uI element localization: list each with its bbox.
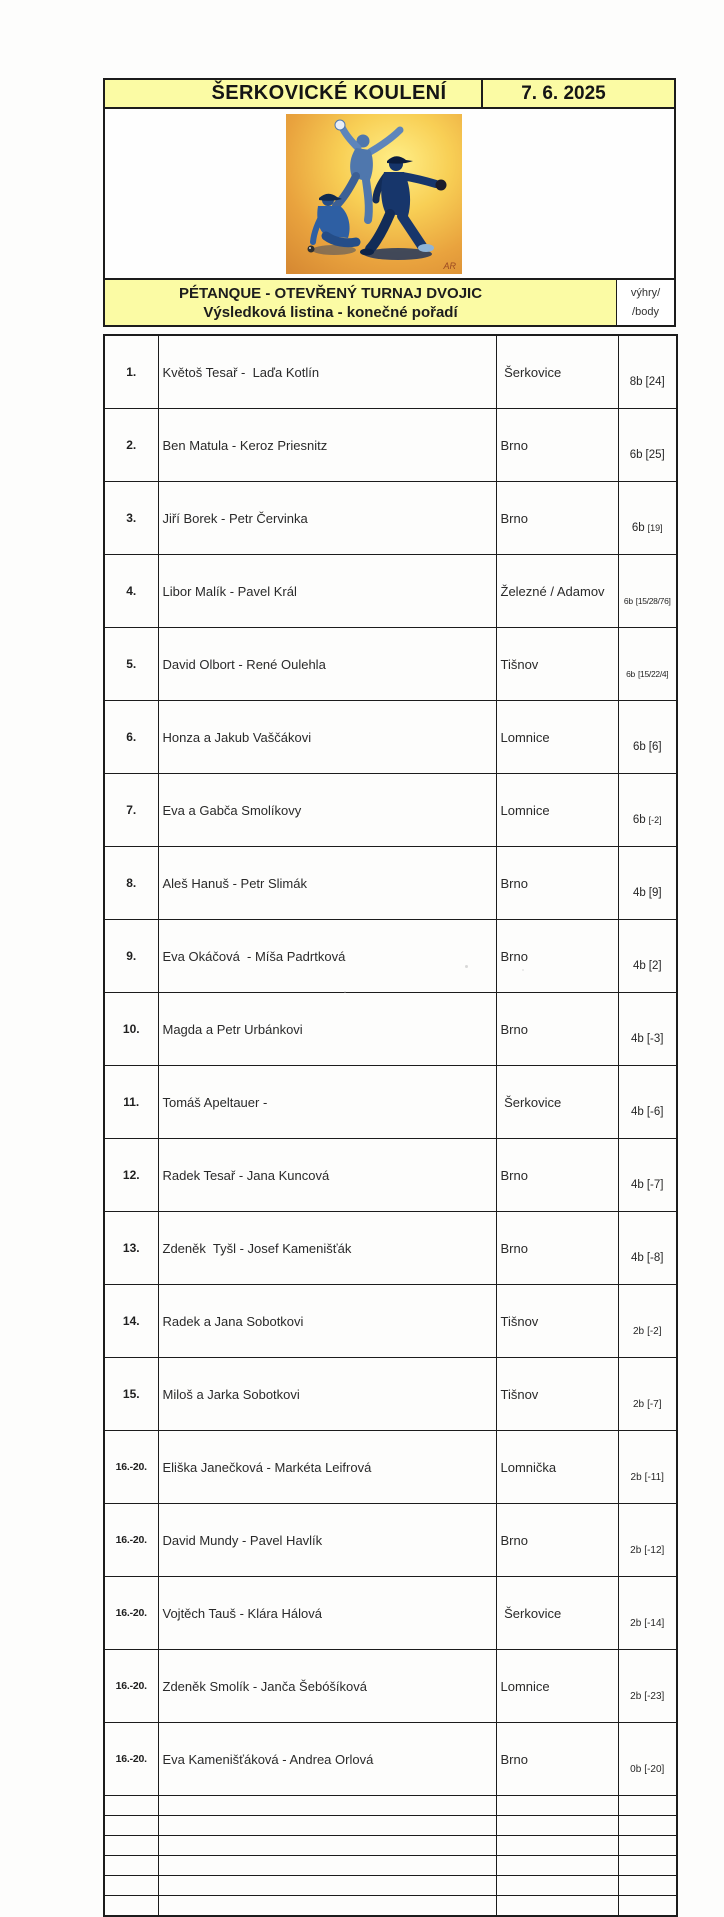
score-wins: 2b <box>630 1691 642 1702</box>
score-wins: 6b <box>626 669 635 679</box>
location-cell: Železné / Adamov <box>496 555 618 628</box>
score-cell <box>618 774 677 847</box>
names-cell: Ben Matula - Keroz Priesnitz <box>158 409 496 482</box>
score-wins: 4b <box>631 1033 644 1045</box>
score-cell <box>618 409 677 482</box>
rank-cell <box>104 1836 158 1856</box>
score-wins: 0b <box>630 1764 642 1775</box>
location-cell <box>496 1896 618 1916</box>
table-row <box>104 847 677 920</box>
rank-cell: 12. <box>104 1139 158 1212</box>
rank-cell: 6. <box>104 701 158 774</box>
rank-cell: 2. <box>104 409 158 482</box>
score-cell <box>618 335 677 409</box>
results-table <box>103 334 678 1917</box>
page-title: ŠERKOVICKÉ KOULENÍ <box>211 82 447 104</box>
rank-cell: 11. <box>104 1066 158 1139</box>
table-row <box>104 774 677 847</box>
title-band <box>105 80 674 107</box>
score-column-header <box>617 280 674 325</box>
table-row <box>104 335 677 409</box>
rank-cell <box>104 1856 158 1876</box>
location-cell: Tišnov <box>496 628 618 701</box>
score-wins: 4b <box>631 1106 644 1118</box>
score-cell <box>618 555 677 628</box>
artist-signature: AR <box>442 260 456 271</box>
names-cell <box>158 1816 496 1836</box>
score-points: [-3] <box>646 1033 664 1045</box>
names-cell: Eva Kamenišťáková - Andrea Orlová <box>158 1723 496 1796</box>
score-cell <box>618 701 677 774</box>
location-cell: Brno <box>496 1212 618 1285</box>
names-cell <box>158 1836 496 1856</box>
score-points: [15/22/4] <box>637 669 669 679</box>
score-wins: 4b <box>632 960 646 972</box>
empty-table-row <box>104 1856 677 1876</box>
location-cell: Brno <box>496 1504 618 1577</box>
table-row <box>104 555 677 628</box>
tournament-subtitle: PÉTANQUE - OTEVŘENÝ TURNAJ DVOJIC <box>178 284 483 302</box>
table-row <box>104 1066 677 1139</box>
location-cell: Brno <box>496 847 618 920</box>
results-subtitle: Výsledková listina - konečné pořadí <box>203 303 458 321</box>
results-table-body <box>104 335 677 1916</box>
score-cell <box>618 920 677 993</box>
document-header <box>103 78 676 327</box>
score-wins: 6b <box>632 814 646 826</box>
score-wins: 2b <box>632 1326 645 1337</box>
table-row <box>104 1577 677 1650</box>
score-points: [2] <box>648 960 662 972</box>
score-points: [-8] <box>646 1252 664 1264</box>
rank-cell: 7. <box>104 774 158 847</box>
score-points: [-20] <box>644 1764 665 1775</box>
rank-cell <box>104 1816 158 1836</box>
table-row <box>104 1139 677 1212</box>
rank-cell: 3. <box>104 482 158 555</box>
score-cell <box>618 1577 677 1650</box>
score-header-line1: výhry/ <box>630 287 661 299</box>
score-wins: 8b <box>629 376 643 388</box>
score-wins: 2b <box>630 1472 642 1483</box>
score-wins: 6b <box>623 596 633 606</box>
score-cell <box>618 1876 677 1896</box>
location-cell <box>496 1876 618 1896</box>
names-cell: Eva a Gabča Smolíkovy <box>158 774 496 847</box>
location-cell: Šerkovice <box>496 1577 618 1650</box>
table-row <box>104 701 677 774</box>
score-points: [-7] <box>646 1179 664 1191</box>
subtitle-band <box>105 278 674 325</box>
score-points: [-14] <box>644 1618 665 1629</box>
score-cell <box>618 1796 677 1816</box>
table-row <box>104 1504 677 1577</box>
rank-cell: 16.-20. <box>104 1577 158 1650</box>
names-cell <box>158 1876 496 1896</box>
score-wins: 6b <box>629 449 643 461</box>
rank-cell: 14. <box>104 1285 158 1358</box>
names-cell: Tomáš Apeltauer - <box>158 1066 496 1139</box>
empty-table-row <box>104 1816 677 1836</box>
score-points: [-6] <box>646 1106 664 1118</box>
table-row <box>104 482 677 555</box>
table-row <box>104 1431 677 1504</box>
score-cell <box>618 1066 677 1139</box>
names-cell: Jiří Borek - Petr Červinka <box>158 482 496 555</box>
names-cell: Eva Okáčová - Míša Padrtková <box>158 920 496 993</box>
location-cell: Lomnice <box>496 1650 618 1723</box>
names-cell: Magda a Petr Urbánkovi <box>158 993 496 1066</box>
score-points: [6] <box>648 741 662 753</box>
score-cell <box>618 1431 677 1504</box>
score-wins: 6b <box>632 741 646 753</box>
empty-table-row <box>104 1796 677 1816</box>
score-wins: 2b <box>630 1545 642 1556</box>
location-cell: Brno <box>496 920 618 993</box>
table-row <box>104 1285 677 1358</box>
score-wins: 4b <box>631 1252 644 1264</box>
names-cell: Radek Tesař - Jana Kuncová <box>158 1139 496 1212</box>
names-cell: David Mundy - Pavel Havlík <box>158 1504 496 1577</box>
score-points: [19] <box>647 523 663 533</box>
location-cell <box>496 1856 618 1876</box>
table-row <box>104 1212 677 1285</box>
score-points: [25] <box>645 449 665 461</box>
location-cell: Brno <box>496 1723 618 1796</box>
score-cell <box>618 1836 677 1856</box>
score-cell <box>618 1816 677 1836</box>
table-row <box>104 628 677 701</box>
names-cell <box>158 1796 496 1816</box>
rank-cell: 15. <box>104 1358 158 1431</box>
rank-cell: 10. <box>104 993 158 1066</box>
score-cell <box>618 628 677 701</box>
score-cell <box>618 993 677 1066</box>
names-cell: Aleš Hanuš - Petr Slimák <box>158 847 496 920</box>
location-cell: Šerkovice <box>496 1066 618 1139</box>
score-cell <box>618 1856 677 1876</box>
names-cell: Libor Malík - Pavel Král <box>158 555 496 628</box>
score-wins: 4b <box>632 887 646 899</box>
location-cell <box>496 1816 618 1836</box>
location-cell: Lomnička <box>496 1431 618 1504</box>
names-cell: Radek a Jana Sobotkovi <box>158 1285 496 1358</box>
empty-table-row <box>104 1896 677 1916</box>
score-cell <box>618 1723 677 1796</box>
rank-cell: 4. <box>104 555 158 628</box>
artwork-row <box>105 107 674 278</box>
table-row <box>104 920 677 993</box>
location-cell: Brno <box>496 409 618 482</box>
names-cell: David Olbort - René Oulehla <box>158 628 496 701</box>
table-row <box>104 993 677 1066</box>
rank-cell: 5. <box>104 628 158 701</box>
score-wins: 6b <box>631 522 645 534</box>
event-date: 7. 6. 2025 <box>521 82 606 104</box>
scan-speck <box>344 991 346 993</box>
score-points: [-11] <box>644 1472 664 1483</box>
score-points: [24] <box>645 376 665 388</box>
score-wins: 4b <box>631 1179 644 1191</box>
location-cell: Brno <box>496 993 618 1066</box>
score-cell <box>618 482 677 555</box>
rank-cell: 1. <box>104 335 158 409</box>
names-cell <box>158 1896 496 1916</box>
table-row <box>104 1358 677 1431</box>
location-cell: Lomnice <box>496 774 618 847</box>
scan-speck <box>522 969 524 971</box>
score-points: [-2] <box>647 1326 662 1337</box>
rank-cell <box>104 1896 158 1916</box>
rank-cell <box>104 1876 158 1896</box>
score-cell <box>618 847 677 920</box>
names-cell: Miloš a Jarka Sobotkovi <box>158 1358 496 1431</box>
rank-cell: 16.-20. <box>104 1431 158 1504</box>
score-cell <box>618 1504 677 1577</box>
names-cell: Eliška Janečková - Markéta Leifrová <box>158 1431 496 1504</box>
rank-cell: 13. <box>104 1212 158 1285</box>
rank-cell: 8. <box>104 847 158 920</box>
subtitle-cell <box>105 280 617 325</box>
names-cell: Vojtěch Tauš - Klára Hálová <box>158 1577 496 1650</box>
petanque-players-painting <box>286 114 462 274</box>
score-header-line2: /body <box>632 306 659 318</box>
location-cell: Tišnov <box>496 1358 618 1431</box>
score-cell <box>618 1139 677 1212</box>
names-cell: Květoš Tesař - Laďa Kotlín <box>158 335 496 409</box>
score-wins: 2b <box>632 1399 645 1410</box>
rank-cell: 16.-20. <box>104 1650 158 1723</box>
location-cell: Brno <box>496 1139 618 1212</box>
score-points: [-2] <box>648 815 662 825</box>
score-cell <box>618 1212 677 1285</box>
score-points: [-23] <box>644 1691 665 1702</box>
location-cell <box>496 1836 618 1856</box>
location-cell: Brno <box>496 482 618 555</box>
rank-cell: 16.-20. <box>104 1723 158 1796</box>
score-points: [9] <box>648 887 662 899</box>
names-cell: Zdeněk Smolík - Janča Šebóšíková <box>158 1650 496 1723</box>
rank-cell <box>104 1796 158 1816</box>
location-cell: Šerkovice <box>496 335 618 409</box>
score-cell <box>618 1896 677 1916</box>
score-cell <box>618 1358 677 1431</box>
document-sheet <box>103 78 676 1917</box>
location-cell <box>496 1796 618 1816</box>
location-cell: Lomnice <box>496 701 618 774</box>
location-cell: Tišnov <box>496 1285 618 1358</box>
title-cell <box>105 80 483 107</box>
table-row <box>104 1723 677 1796</box>
empty-table-row <box>104 1876 677 1896</box>
score-wins: 2b <box>630 1618 642 1629</box>
scan-speck <box>465 965 468 968</box>
names-cell: Honza a Jakub Vaščákovi <box>158 701 496 774</box>
names-cell <box>158 1856 496 1876</box>
rank-cell: 9. <box>104 920 158 993</box>
empty-table-row <box>104 1836 677 1856</box>
score-points: [-7] <box>647 1399 662 1410</box>
score-cell <box>618 1285 677 1358</box>
rank-cell: 16.-20. <box>104 1504 158 1577</box>
table-row <box>104 1650 677 1723</box>
date-cell <box>483 80 674 107</box>
score-points: [-12] <box>644 1545 665 1556</box>
names-cell: Zdeněk Tyšl - Josef Kamenišťák <box>158 1212 496 1285</box>
score-points: [15/28/76] <box>635 596 671 606</box>
score-cell <box>618 1650 677 1723</box>
table-row <box>104 409 677 482</box>
